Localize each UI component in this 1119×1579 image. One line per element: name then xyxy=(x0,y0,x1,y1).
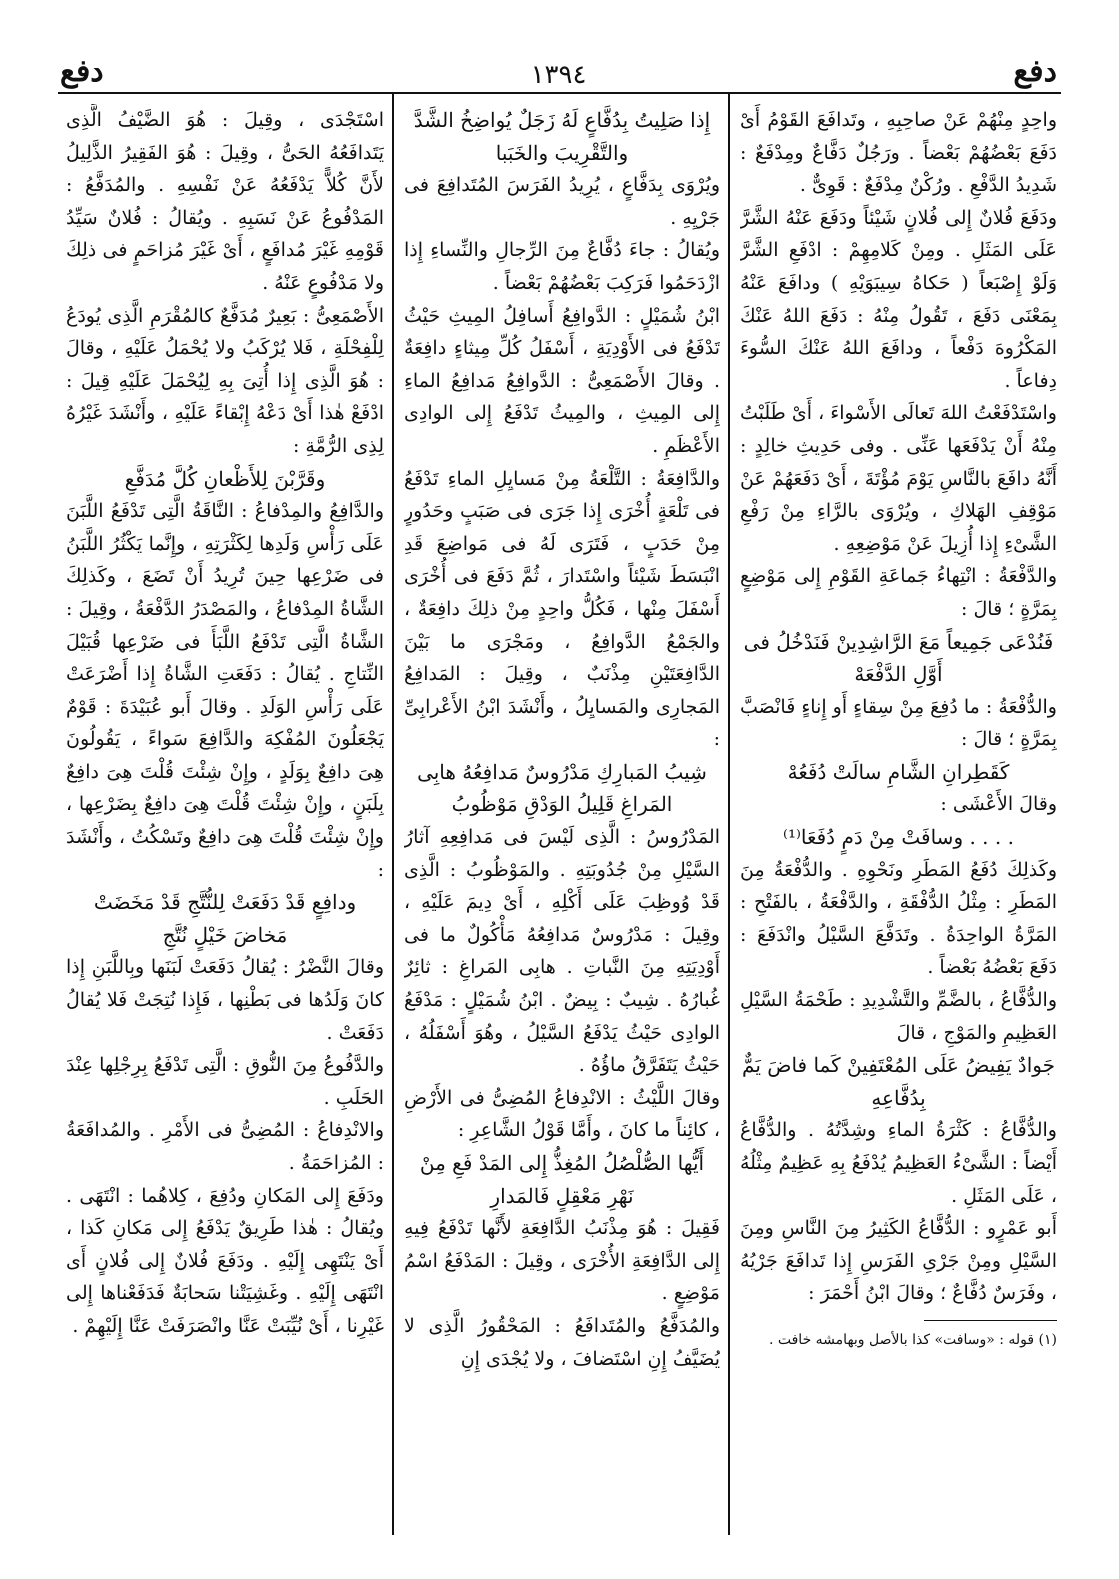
paragraph: والدَّفْعَةُ : انْتِهاءُ جَماعَةِ القَوْمِ إِلى مَوْضِعٍ بِمَرَّةٍ ؛ قالَ : xyxy=(740,565,1057,620)
column-divider-right xyxy=(728,94,730,1535)
paragraph: ابْنُ شُمَيْلٍ : الدَّوافِعُ أَسافِلُ المِيثِ حَيْثُ تَدْفَعُ فى الأَوْدِيَةِ ، أَسْفَلُ كُلِّ مِيثاءٍ دافِعَةٌ . وقالَ الأَصْمَعِىُّ : الدَّوافِعُ مَدافِعُ الماءِ إِلى المِيثِ ، والمِيثُ تَدْفَعُ إِلى الوادِى الأَعْظَمِ . xyxy=(404,304,720,457)
paragraph: ويُرْوَى بِدَفَّاعٍ ، يُرِيدُ الفَرَسَ المُتَدافِعَ فى جَرْيِهِ . xyxy=(404,174,720,229)
verse: كَقَطِرانِ الشَّامِ سالَتْ دُفَعُهْ xyxy=(787,759,1010,784)
column-left xyxy=(66,104,384,1529)
paragraph: والمُدَفَّعُ والمُتَدافَعُ : المَحْقُورُ الَّذِى لا يُضَيَّفُ إِنِ اسْتَضافَ ، ولا يُجْدَى إِنِ xyxy=(404,1314,720,1370)
column-right xyxy=(740,104,1057,1529)
verse: . . . . وسافَتْ مِنْ دَمٍ دُفَعَا⁽¹⁾ xyxy=(783,825,1014,850)
page-header xyxy=(60,50,1057,94)
header-rule xyxy=(58,92,1061,94)
page-number: ١٣٩٤ xyxy=(530,60,587,90)
paragraph: أَبو عَمْرٍو : الدُّفَّاعُ الكَثِيرُ مِنَ النَّاسِ ومِنَ السَّيْلِ ومِنْ جَرْىِ الفَرَسِ إِذا تَدافَعَ جَرْيُهُ ، وفَرَسٌ دُفَّاعٌ ؛ وقالَ ابْنُ أَحْمَرَ : xyxy=(740,1217,1057,1305)
paragraph: والدُّفْعَةُ : ما دُفِعَ مِنْ سِقاءٍ أَو إِناءٍ فَانْصَبَّ بِمَرَّةٍ ؛ قالَ : xyxy=(740,695,1057,751)
paragraph: ويُقالُ : جاءَ دُفَّاعٌ مِنَ الرِّجالِ والنِّساءِ إِذا ازْدَحَمُوا فَرَكِبَ بَعْضُهُمْ بَعْضاً . xyxy=(404,239,720,294)
paragraph: ودَفَعَ فُلانٌ إِلى فُلانٍ شَيْئاً ودَفَعَ عَنْهُ الشَّرَّ عَلَى المَثَلِ . ومِنْ كَلامِهِمْ : ادْفَعِ الشَّرَّ وَلَوْ إِصْبَعاً ( حَكاهُ سِيبَوَيْهِ ) ودافَعَ عَنْهُ بِمَعْنَى دَفَعَ ، تَقُولُ مِنْهُ : دَفَعَ اللهُ عَنْكَ المَكْرُوهَ دَفْعاً ، ودافَعَ اللهُ عَنْكَ السُّوءَ دِفاعاً . xyxy=(740,206,1057,392)
verse: إِذا صَلِيتُ بِدُفَّاعٍ لَهُ زَجَلٌ يُواضِخُ الشَّدَّ والتَّقْرِيبَ والخَبَبا xyxy=(413,108,711,165)
paragraph: والدَّافِعَةُ : التَّلْعَةُ مِنْ مَسايِلِ الماءِ تَدْفَعُ فى تَلْعَةٍ أُخْرَى إِذا جَرَى فى صَبَبٍ وحَدُورٍ مِنْ حَدَبٍ ، فَتَرَى لَهُ فى مَواضِعَ قَدِ انْبَسَطَ شَيْئاً واسْتَدارَ ، ثُمَّ دَفَعَ فى أُخْرَى أَسْفَلَ مِنْها ، فَكُلُّ واحِدٍ مِنْ ذلِكَ دافِعَةٌ ، والجَمْعُ الدَّوافِعُ ، ومَجْرَى ما بَيْنَ الدَّافِعَتَيْنِ مِذْنَبٌ ، وقِيلَ : المَدافِعُ المَجارِى والمَسايِلُ ، وأَنْشَدَ ابْنُ الأَعْرابِىِّ : xyxy=(404,467,720,751)
paragraph: فَقِيلَ : هُوَ مِذْنَبُ الدَّافِعَةِ لأَنَّها تَدْفَعُ فِيهِ إِلى الدَّافِعَةِ الأُخْرَى ، وقِيلَ : المَدْفَعُ اسْمُ مَوْضِعٍ . xyxy=(404,1217,720,1305)
paragraph: والدَّفُوعُ مِنَ النُّوقِ : الَّتِى تَدْفَعُ بِرِجْلِها عِنْدَ الحَلَبِ . xyxy=(66,1054,384,1109)
verse: أَيُّها الصُّلْصُلُ المُغِذُّ إِلى المَدْ فَعِ مِنْ نَهْرِ مَعْقِلٍ فَالمَدارِ xyxy=(419,1151,705,1208)
paragraph: وقالَ الأَعْشَى : xyxy=(940,793,1057,816)
verse: فَنُدْعَى جَمِيعاً مَعَ الرَّاشِدِينْ فَنَدْخُلُ فى أَوَّلِ الدَّفْعَهْ xyxy=(743,629,1054,687)
paragraph: ودَفَعَ إِلى المَكانِ ودُفِعَ ، كِلاهُما : انْتَهَى . ويُقالُ : هٰذا طَرِيقٌ يَدْفَعُ إِلى مَكانِ كَذا ، أَىْ يَنْتَهِى إِلَيْهِ . ودَفَعَ فُلانٌ إِلى فُلانٍ أَى انْتَهَى إِلَيْهِ . وغَشِيَتْنا سَحابَةٌ فَدَفَعْناها إِلى غَيْرِنا ، أَىْ نُيِّبَتْ عَنَّا وانْصَرَفَتْ عَنَّا إِلَيْهِمْ . xyxy=(66,1184,384,1337)
paragraph: وقالَ النَّضْرُ : يُقالُ دَفَعَتْ لَبَنَها وبِاللَّبَنِ إِذا كانَ وَلَدُها فى بَطْنِها ، فَإِذا نُتِجَتْ فَلا يُقالُ دَفَعَتْ . xyxy=(66,956,384,1044)
column-middle xyxy=(404,104,720,1529)
paragraph: وقالَ اللَّيْثُ : الانْدِفاعُ المُضِىُّ فى الأَرْضِ ، كائِناً ما كانَ ، وأَمَّا قَوْلُ الشَّاعِرِ : xyxy=(404,1086,720,1142)
paragraph: والانْدِفاعُ : المُضِىُّ فى الأَمْرِ . والمُدافَعَةُ : المُزاحَمَةُ . xyxy=(66,1119,384,1174)
paragraph: والدُّفَّاعُ ، بالضَّمِّ والتَّشْدِيدِ : طَحْمَةُ السَّيْلِ العَظِيمِ والمَوْجِ ، قالَ xyxy=(740,989,1057,1044)
paragraph: اسْتَجْدَى ، وقِيلَ : هُوَ الضَّيْفُ الَّذِى يَتَدافَعُهُ الحَىُّ ، وقِيلَ : هُوَ الفَقِيرُ الذَّلِيلُ لأَنَّ كُلاًّ يَدْفَعُهُ عَنْ نَفْسِهِ . والمُدَفَّعُ : المَدْفُوعُ عَنْ نَسَبِهِ . ويُقالُ : فُلانٌ سَيِّدُ قَوْمِهِ غَيْرَ مُدافَعٍ ، أَىْ غَيْرَ مُزاحَمٍ فى ذلِكَ ولا مَدْفُوعٍ عَنْهُ . xyxy=(66,109,384,294)
paragraph: واحِدٍ مِنْهُمْ عَنْ صاحِبِهِ ، وتَدافَعَ القَوْمُ أَىْ دَفَعَ بَعْضُهُمْ بَعْضاً . ورَجُلٌ دَفَّاعٌ ومِدْفَعٌ : شَدِيدُ الدَّفْعِ . ورُكْنٌ مِدْفَعٌ : قَوِىٌّ . xyxy=(740,109,1057,197)
verse: جَوادٌ يَفِيضُ عَلَى المُعْتَفِينْ كَما فاضَ يَمٌّ بِدُفَّاعِهِ xyxy=(742,1053,1055,1110)
footnote: (١) قوله : «وسافت» كذا بالأصل وبهامشه خافت . xyxy=(768,1331,1057,1348)
verse: وقَرَّبْنَ لِلأَظْعانِ كُلَّ مُدَفَّعِ xyxy=(124,466,326,491)
paragraph: وكَذلِكَ دُفَعُ المَطَرِ ونَحْوِهِ . والدُّفْعَةُ مِنَ المَطَرِ : مِثْلُ الدُّفْقَةِ ، والدَّفْعَةُ ، بالفَتْحِ : المَرَّةُ الواحِدَةُ . وتَدَفَّعَ السَّيْلُ وانْدَفَعَ : دَفَعَ بَعْضُهُ بَعْضاً . xyxy=(740,858,1057,979)
running-head-right: دفع xyxy=(1013,54,1057,89)
running-head-left: دفع xyxy=(60,54,104,89)
verse: ودافِعٍ قَدْ دَفَعَتْ لِلنُّتَّجِ قَدْ مَخَضَتْ مَخاضَ خَيْلٍ نُتَّجِ xyxy=(93,890,357,947)
footnote-rule xyxy=(924,1320,1057,1321)
paragraph: والدَّافِعُ والمِدْفاعُ : النَّاقَةُ الَّتِى تَدْفَعُ اللَّبَنَ عَلَى رَأْسِ وَلَدِها لِكَثْرَتِهِ ، وإِنَّما يَكْثُرُ اللَّبَنُ فى ضَرْعِها حِينَ تُرِيدُ أَنْ تَضَعَ ، وكَذلِكَ الشَّاةُ المِدْفاعُ ، والمَصْدَرُ الدَّفْعَةُ ، وقِيلَ : الشَّاةُ الَّتِى تَدْفَعُ اللَّبَأَ فى ضَرْعِها قُبَيْلَ النِّتاجِ . يُقالُ : دَفَعَتِ الشَّاةُ إِذا أَضْرَعَتْ عَلَى رَأْسِ الوَلَدِ . وقالَ أَبو عُبَيْدَةَ : قَوْمٌ يَجْعَلُونَ المُفْكِهَ والدَّافِعَ سَواءً ، يَقُولُونَ هِىَ دافِعٌ بِوَلَدٍ ، وإِنْ شِئْتَ قُلْتَ هِىَ دافِعٌ بِلَبَنٍ ، وإِنْ شِئْتَ قُلْتَ هِىَ دافِعٌ بِضَرْعِها ، وإِنْ شِئْتَ قُلْتَ هِىَ دافِعٌ وتَسْكُتُ ، وأَنْشَدَ : xyxy=(66,500,384,881)
paragraph: الأَصْمَعِىُّ : بَعِيرٌ مُدَفَّعٌ كالمُقْرَمِ الَّذِى يُودَعُ لِلْفِحْلَةِ ، فَلا يُرْكَبُ ولا يُحْمَلُ عَلَيْهِ ، وقالَ : هُوَ الَّذِى إِذا أُتِىَ بِهِ لِيُحْمَلَ عَلَيْهِ قِيلَ : ادْفَعْ هٰذا أَىْ دَعْهُ إِبْقاءً عَلَيْهِ ، وأَنْشَدَ غَيْرُهُ لِذِى الرُّمَّةِ : xyxy=(66,304,384,457)
paragraph: المَدْرُوسُ : الَّذِى لَيْسَ فى مَدافِعِهِ آثارُ السَّيْلِ مِنْ جُدُوبَتِهِ . والمَوْظُوبُ : الَّذِى قَدْ وُوظِبَ عَلَى أَكْلِهِ ، أَىْ دِيمَ عَلَيْهِ ، وقِيلَ : مَدْرُوسٌ مَدافِعُهُ مَأْكُولٌ ما فى أَوْدِيَتِهِ مِنَ النَّباتِ . هابِى المَراغِ : ثائِرٌ غُبارُهُ . شِيبٌ : بِيضٌ . ابْنُ شُمَيْلٍ : مَدْفَعُ الوادِى حَيْثُ يَدْفَعُ السَّيْلُ ، وهُوَ أَسْفَلُهُ ، حَيْثُ يَتَفَرَّقُ ماؤُهُ . xyxy=(404,826,720,1077)
verse: شِيبُ المَبارِكِ مَدْرُوسٌ مَدافِعُهُ هابِى المَراغِ قَلِيلُ الوَدْقِ مَوْظُوبُ xyxy=(417,759,707,817)
paragraph: والدُّفَّاعُ : كَثْرَةُ الماءِ وشِدَّتُهُ . والدُّفَّاعُ أَيْضاً : الشَّىْءُ العَظِيمُ يُدْفَعُ بِهِ عَظِيمٌ مِثْلُهُ ، عَلَى المَثَلِ . xyxy=(740,1119,1057,1207)
column-divider-left xyxy=(392,94,394,1535)
paragraph: واسْتَدْفَعْتُ اللهَ تَعالَى الأَسْواءَ ، أَىْ طَلَبْتُ مِنْهُ أَنْ يَدْفَعَها عَنِّى . وفى حَدِيثِ خالِدٍ : أَنَّهُ دافَعَ بالنَّاسِ يَوْمَ مُؤْتَةَ ، أَىْ دَفَعَهُمْ عَنْ مَوْقِفِ الهَلاكِ ، ويُرْوَى بالرَّاءِ مِنْ رَفْعِ الشَّىْءِ إِذا أُزِيلَ عَنْ مَوْضِعِهِ . xyxy=(740,402,1057,555)
